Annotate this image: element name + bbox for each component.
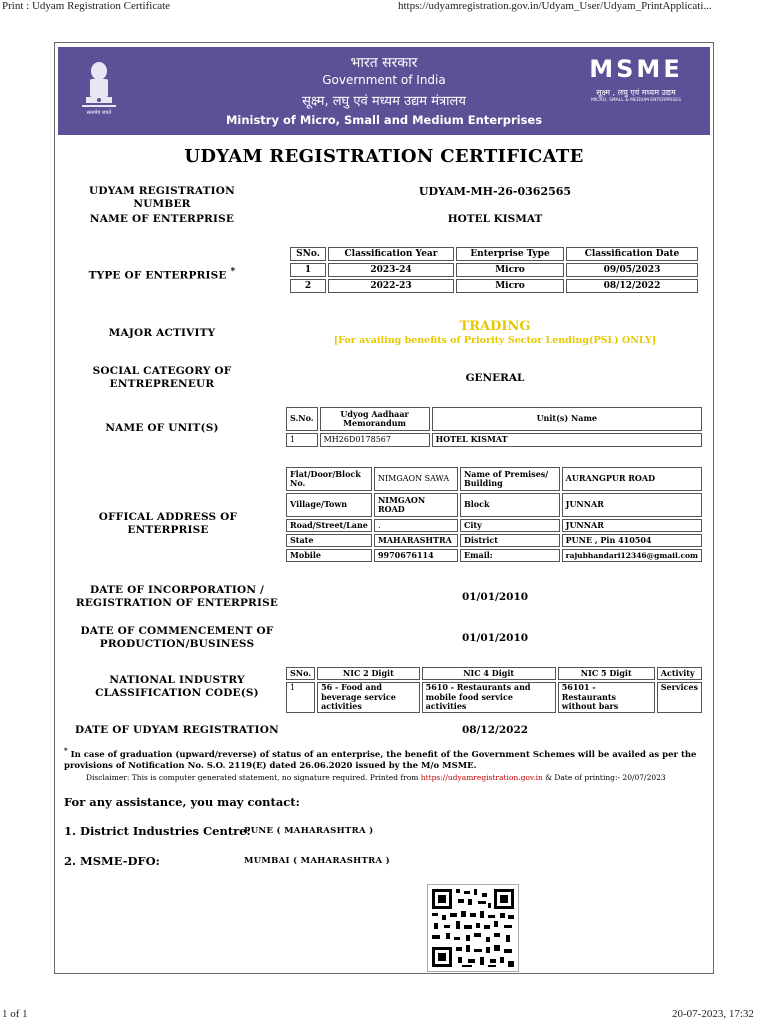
table-cell: 56101 - Restaurants without bars (558, 682, 655, 713)
table-row (286, 493, 702, 517)
enterprise-name-label: NAME OF ENTERPRISE (89, 213, 235, 225)
table-header-row (290, 247, 698, 261)
table-cell: MH26D0178567 (320, 433, 430, 447)
major-activity-value: TRADING (459, 319, 531, 334)
print-url: https://udyamregistration.gov.in/Udyam_User/Udyam_PrintApplicati... (398, 0, 712, 12)
table-header-cell: Classification Date (566, 247, 698, 261)
ministry-text: Ministry of Micro, Small and Medium Enterprises (225, 113, 543, 127)
social-category-label-line1: SOCIAL CATEGORY OF (92, 365, 232, 377)
hindi-gov-text: भारत सरकार (350, 55, 418, 71)
table-cell: NIMGAON ROAD (374, 493, 458, 517)
print-datetime: 20-07-2023, 17:32 (672, 1008, 754, 1020)
enterprise-name-value: HOTEL KISMAT (447, 213, 543, 225)
disclaimer-prefix: Disclaimer: This is computer generated statement, no signature required. Printed from (86, 773, 419, 782)
udyam-date-label: DATE OF UDYAM REGISTRATION (75, 724, 279, 736)
table-cell: Email: (460, 549, 560, 562)
table-cell: 09/05/2023 (566, 263, 698, 277)
table-cell: . (374, 519, 458, 532)
incorporation-date: 01/01/2010 (461, 591, 529, 603)
table-cell: 2 (290, 279, 326, 293)
table-header-cell: S.No. (286, 407, 318, 431)
udyam-date-value: 08/12/2022 (461, 724, 529, 736)
enterprise-type-label (62, 266, 262, 283)
table-cell: AURANGPUR ROAD (562, 467, 702, 491)
print-title: Print : Udyam Registration Certificate (2, 0, 171, 12)
address-label: OFFICAL ADDRESS OF ENTERPRISE (98, 511, 238, 536)
table-cell: 1 (286, 682, 315, 713)
table-cell: rajubhandari12346@gmail.com (562, 549, 702, 562)
table-cell: 9970676114 (374, 549, 458, 562)
msme-sub-text: MICRO, SMALL & MEDIUM ENTERPRISES (591, 98, 681, 103)
gov-india-text: Government of India (322, 73, 446, 87)
enterprise-type-star: * (230, 267, 236, 277)
disclaimer-link[interactable]: https://udyamregistration.gov.in (420, 773, 543, 782)
enterprise-type-label-text: TYPE OF ENTERPRISE (88, 269, 227, 282)
table-header-cell: NIC 2 Digit (317, 667, 420, 680)
incorporation-label-line1: DATE OF INCORPORATION / (89, 584, 265, 596)
social-category-label (62, 365, 262, 391)
table-cell: 1 (286, 433, 318, 447)
reg-number-value: UDYAM-MH-26-0362565 (418, 185, 572, 198)
table-cell: State (286, 534, 372, 547)
dic-value: PUNE ( MAHARASHTRA ) (244, 826, 374, 836)
msme-logo (582, 57, 690, 111)
qr-code-icon (428, 885, 518, 971)
incorporation-label (62, 584, 292, 610)
note-star: * (64, 746, 68, 755)
table-header-cell: NIC 4 Digit (422, 667, 556, 680)
table-cell: Mobile (286, 549, 372, 562)
enterprise-type-table (288, 245, 700, 295)
major-activity-label: MAJOR ACTIVITY (108, 327, 216, 339)
certificate-title: UDYAM REGISTRATION CERTIFICATE (184, 146, 584, 167)
units-label: NAME OF UNIT(S) (105, 422, 219, 434)
ministry-banner (58, 47, 710, 135)
social-category-value: GENERAL (465, 372, 525, 384)
table-header-cell: Activity (657, 667, 702, 680)
table-cell: Road/Street/Lane (286, 519, 372, 532)
nic-table (284, 665, 704, 715)
commencement-date: 01/01/2010 (461, 632, 529, 644)
table-cell: 2022-23 (328, 279, 454, 293)
table-header-cell: Unit(s) Name (432, 407, 702, 431)
qr-code (427, 884, 519, 972)
table-cell: MAHARASHTRA (374, 534, 458, 547)
units-table (284, 405, 704, 449)
table-cell: JUNNAR (562, 519, 702, 532)
table-cell: District (460, 534, 560, 547)
table-row (286, 534, 702, 547)
dic-label: 1. District Industries Centre: (64, 824, 251, 838)
table-cell: Flat/Door/Block No. (286, 467, 372, 491)
table-row (286, 549, 702, 562)
social-category-label-line2: ENTREPRENEUR (109, 378, 215, 390)
table-cell: 1 (290, 263, 326, 277)
commencement-label-line2: PRODUCTION/BUSINESS (99, 638, 255, 650)
table-cell: Block (460, 493, 560, 517)
page-count: 1 of 1 (2, 1008, 28, 1020)
commencement-label-line1: DATE OF COMMENCEMENT OF (80, 625, 274, 637)
table-header-cell: SNo. (290, 247, 326, 261)
table-row (290, 279, 698, 293)
commencement-label (62, 625, 292, 651)
table-header-cell: Udyog Aadhaar Memorandum (320, 407, 430, 431)
address-table (284, 465, 704, 564)
table-cell: Name of Premises/ Building (460, 467, 560, 491)
table-header-row (286, 407, 702, 431)
psl-note: [For availing benefits of Priority Sector Lending(PSL) ONLY] (333, 335, 657, 346)
disclaimer-suffix: & Date of printing:- 20/07/2023 (545, 773, 666, 782)
table-cell: JUNNAR (562, 493, 702, 517)
assist-heading: For any assistance, you may contact: (64, 795, 300, 809)
table-cell: 2023-24 (328, 263, 454, 277)
disclaimer (86, 772, 706, 783)
incorporation-label-line2: REGISTRATION OF ENTERPRISE (75, 597, 279, 609)
table-header-cell: Classification Year (328, 247, 454, 261)
graduation-note (64, 745, 704, 772)
table-cell: Services (657, 682, 702, 713)
nic-label-line1: NATIONAL INDUSTRY (109, 674, 245, 686)
dfo-value: MUMBAI ( MAHARASHTRA ) (244, 856, 390, 866)
table-header-cell: Enterprise Type (456, 247, 564, 261)
table-cell: PUNE , Pin 410504 (562, 534, 702, 547)
dfo-label: 2. MSME-DFO: (64, 854, 160, 868)
table-cell: 08/12/2022 (566, 279, 698, 293)
table-row (290, 263, 698, 277)
reg-number-label: UDYAM REGISTRATION NUMBER (89, 185, 235, 210)
table-row (286, 467, 702, 491)
table-row (286, 433, 702, 447)
table-cell: City (460, 519, 560, 532)
hindi-ministry-text: सूक्ष्म, लघु एवं मध्यम उद्यम मंत्रालय (302, 94, 466, 109)
table-cell: Village/Town (286, 493, 372, 517)
table-cell: Micro (456, 279, 564, 293)
msme-logo-text: MSME (589, 55, 683, 83)
table-header-cell: NIC 5 Digit (558, 667, 655, 680)
table-cell: 5610 - Restaurants and mobile food service activities (422, 682, 556, 713)
nic-label-line2: CLASSIFICATION CODE(S) (95, 687, 259, 699)
table-header-row (286, 667, 702, 680)
table-row (286, 682, 702, 713)
nic-label (62, 674, 292, 700)
msme-hindi-text: सूक्ष्म , लघु एवं मध्यम उद्यम (596, 88, 676, 97)
emblem-motto: सत्यमेव जयते (86, 110, 112, 116)
table-row (286, 519, 702, 532)
table-header-cell: SNo. (286, 667, 315, 680)
table-cell: Micro (456, 263, 564, 277)
table-cell: HOTEL KISMAT (432, 433, 702, 447)
graduation-note-text: In case of graduation (upward/reverse) of status of an enterprise, the benefit of the Government Schemes will be availed as per the provisions of Notification No. S.O. 2119(E) dated 26.06.2020 issued by the M/o MSME. (64, 749, 697, 771)
table-cell: NIMGAON SAWA (374, 467, 458, 491)
table-cell: 56 - Food and beverage service activities (317, 682, 420, 713)
